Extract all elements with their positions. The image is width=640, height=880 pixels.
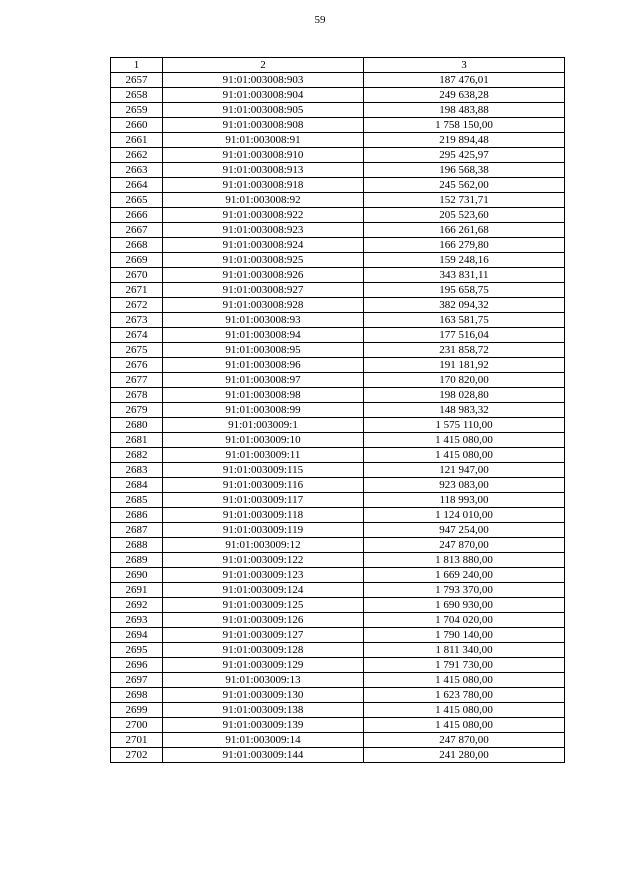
row-number-cell: 2679 — [111, 403, 163, 418]
header-row — [111, 58, 565, 73]
registry-table — [110, 57, 565, 763]
value-cell: 1 758 150,00 — [364, 118, 565, 133]
value-cell: 205 523,60 — [364, 208, 565, 223]
table-row — [111, 658, 565, 673]
row-number-cell: 2663 — [111, 163, 163, 178]
table-row — [111, 358, 565, 373]
row-number-cell: 2676 — [111, 358, 163, 373]
value-cell: 1 790 140,00 — [364, 628, 565, 643]
cadastral-number-cell: 91:01:003008:94 — [163, 328, 364, 343]
value-cell: 1 415 080,00 — [364, 448, 565, 463]
row-number-cell: 2697 — [111, 673, 163, 688]
value-cell: 166 279,80 — [364, 238, 565, 253]
cadastral-number-cell: 91:01:003009:116 — [163, 478, 364, 493]
row-number-cell: 2675 — [111, 343, 163, 358]
table-row — [111, 643, 565, 658]
cadastral-number-cell: 91:01:003008:96 — [163, 358, 364, 373]
table-row — [111, 433, 565, 448]
row-number-cell: 2672 — [111, 298, 163, 313]
value-cell: 947 254,00 — [364, 523, 565, 538]
row-number-cell: 2681 — [111, 433, 163, 448]
table-row — [111, 403, 565, 418]
row-number-cell: 2668 — [111, 238, 163, 253]
row-number-cell: 2680 — [111, 418, 163, 433]
table-row — [111, 388, 565, 403]
value-cell: 198 028,80 — [364, 388, 565, 403]
table-row — [111, 673, 565, 688]
value-cell: 1 124 010,00 — [364, 508, 565, 523]
row-number-cell: 2685 — [111, 493, 163, 508]
cadastral-number-cell: 91:01:003008:903 — [163, 73, 364, 88]
cadastral-number-cell: 91:01:003008:910 — [163, 148, 364, 163]
value-cell: 247 870,00 — [364, 538, 565, 553]
column-header-3: 3 — [364, 58, 565, 73]
value-cell: 1 813 880,00 — [364, 553, 565, 568]
value-cell: 1 575 110,00 — [364, 418, 565, 433]
row-number-cell: 2684 — [111, 478, 163, 493]
table-row — [111, 283, 565, 298]
cadastral-number-cell: 91:01:003008:925 — [163, 253, 364, 268]
cadastral-number-cell: 91:01:003009:138 — [163, 703, 364, 718]
cadastral-number-cell: 91:01:003009:11 — [163, 448, 364, 463]
row-number-cell: 2699 — [111, 703, 163, 718]
table-row — [111, 508, 565, 523]
row-number-cell: 2664 — [111, 178, 163, 193]
cadastral-number-cell: 91:01:003009:144 — [163, 748, 364, 763]
table-row — [111, 418, 565, 433]
value-cell: 195 658,75 — [364, 283, 565, 298]
table-row — [111, 373, 565, 388]
value-cell: 219 894,48 — [364, 133, 565, 148]
value-cell: 152 731,71 — [364, 193, 565, 208]
value-cell: 159 248,16 — [364, 253, 565, 268]
table-row — [111, 493, 565, 508]
value-cell: 1 415 080,00 — [364, 718, 565, 733]
row-number-cell: 2677 — [111, 373, 163, 388]
row-number-cell: 2700 — [111, 718, 163, 733]
value-cell: 245 562,00 — [364, 178, 565, 193]
cadastral-number-cell: 91:01:003008:928 — [163, 298, 364, 313]
table-row — [111, 313, 565, 328]
cadastral-number-cell: 91:01:003009:13 — [163, 673, 364, 688]
table-row — [111, 598, 565, 613]
cadastral-number-cell: 91:01:003009:119 — [163, 523, 364, 538]
row-number-cell: 2673 — [111, 313, 163, 328]
value-cell: 1 623 780,00 — [364, 688, 565, 703]
row-number-cell: 2688 — [111, 538, 163, 553]
row-number-cell: 2671 — [111, 283, 163, 298]
cadastral-number-cell: 91:01:003008:97 — [163, 373, 364, 388]
cadastral-number-cell: 91:01:003008:92 — [163, 193, 364, 208]
table-row — [111, 178, 565, 193]
cadastral-number-cell: 91:01:003009:10 — [163, 433, 364, 448]
row-number-cell: 2667 — [111, 223, 163, 238]
value-cell: 1 669 240,00 — [364, 568, 565, 583]
cadastral-number-cell: 91:01:003008:98 — [163, 388, 364, 403]
value-cell: 196 568,38 — [364, 163, 565, 178]
table-body — [111, 73, 565, 763]
row-number-cell: 2691 — [111, 583, 163, 598]
cadastral-number-cell: 91:01:003009:125 — [163, 598, 364, 613]
table-row — [111, 748, 565, 763]
cadastral-number-cell: 91:01:003008:905 — [163, 103, 364, 118]
row-number-cell: 2694 — [111, 628, 163, 643]
table-row — [111, 463, 565, 478]
cadastral-number-cell: 91:01:003008:922 — [163, 208, 364, 223]
table-row — [111, 328, 565, 343]
table-row — [111, 238, 565, 253]
row-number-cell: 2678 — [111, 388, 163, 403]
table-row — [111, 208, 565, 223]
value-cell: 198 483,88 — [364, 103, 565, 118]
cadastral-number-cell: 91:01:003009:1 — [163, 418, 364, 433]
cadastral-number-cell: 91:01:003009:14 — [163, 733, 364, 748]
column-header-2: 2 — [163, 58, 364, 73]
value-cell: 1 793 370,00 — [364, 583, 565, 598]
cadastral-number-cell: 91:01:003008:924 — [163, 238, 364, 253]
value-cell: 247 870,00 — [364, 733, 565, 748]
cadastral-number-cell: 91:01:003008:908 — [163, 118, 364, 133]
row-number-cell: 2670 — [111, 268, 163, 283]
value-cell: 1 415 080,00 — [364, 703, 565, 718]
table-row — [111, 103, 565, 118]
row-number-cell: 2696 — [111, 658, 163, 673]
value-cell: 177 516,04 — [364, 328, 565, 343]
value-cell: 1 415 080,00 — [364, 673, 565, 688]
cadastral-number-cell: 91:01:003008:904 — [163, 88, 364, 103]
table-row — [111, 733, 565, 748]
cadastral-number-cell: 91:01:003008:923 — [163, 223, 364, 238]
table-row — [111, 628, 565, 643]
row-number-cell: 2692 — [111, 598, 163, 613]
cadastral-number-cell: 91:01:003009:123 — [163, 568, 364, 583]
row-number-cell: 2661 — [111, 133, 163, 148]
cadastral-number-cell: 91:01:003008:93 — [163, 313, 364, 328]
row-number-cell: 2658 — [111, 88, 163, 103]
cadastral-number-cell: 91:01:003008:927 — [163, 283, 364, 298]
table-row — [111, 193, 565, 208]
table-row — [111, 223, 565, 238]
table-row — [111, 478, 565, 493]
table-row — [111, 568, 565, 583]
row-number-cell: 2669 — [111, 253, 163, 268]
row-number-cell: 2693 — [111, 613, 163, 628]
table-row — [111, 703, 565, 718]
value-cell: 170 820,00 — [364, 373, 565, 388]
row-number-cell: 2687 — [111, 523, 163, 538]
cadastral-number-cell: 91:01:003009:129 — [163, 658, 364, 673]
value-cell: 231 858,72 — [364, 343, 565, 358]
row-number-cell: 2666 — [111, 208, 163, 223]
cadastral-number-cell: 91:01:003009:12 — [163, 538, 364, 553]
value-cell: 249 638,28 — [364, 88, 565, 103]
value-cell: 295 425,97 — [364, 148, 565, 163]
cadastral-number-cell: 91:01:003008:913 — [163, 163, 364, 178]
row-number-cell: 2665 — [111, 193, 163, 208]
row-number-cell: 2657 — [111, 73, 163, 88]
table-row — [111, 88, 565, 103]
value-cell: 187 476,01 — [364, 73, 565, 88]
value-cell: 1 791 730,00 — [364, 658, 565, 673]
value-cell: 1 690 930,00 — [364, 598, 565, 613]
table-row — [111, 268, 565, 283]
cadastral-number-cell: 91:01:003009:130 — [163, 688, 364, 703]
value-cell: 191 181,92 — [364, 358, 565, 373]
value-cell: 121 947,00 — [364, 463, 565, 478]
table-row — [111, 523, 565, 538]
value-cell: 1 704 020,00 — [364, 613, 565, 628]
table-row — [111, 538, 565, 553]
row-number-cell: 2686 — [111, 508, 163, 523]
row-number-cell: 2701 — [111, 733, 163, 748]
row-number-cell: 2698 — [111, 688, 163, 703]
table-row — [111, 613, 565, 628]
row-number-cell: 2689 — [111, 553, 163, 568]
row-number-cell: 2690 — [111, 568, 163, 583]
cadastral-number-cell: 91:01:003009:122 — [163, 553, 364, 568]
table-row — [111, 343, 565, 358]
cadastral-number-cell: 91:01:003009:124 — [163, 583, 364, 598]
table-row — [111, 448, 565, 463]
value-cell: 1 811 340,00 — [364, 643, 565, 658]
value-cell: 1 415 080,00 — [364, 433, 565, 448]
cadastral-number-cell: 91:01:003008:926 — [163, 268, 364, 283]
table-row — [111, 583, 565, 598]
row-number-cell: 2682 — [111, 448, 163, 463]
row-number-cell: 2674 — [111, 328, 163, 343]
table-header — [111, 58, 565, 73]
value-cell: 163 581,75 — [364, 313, 565, 328]
table-row — [111, 73, 565, 88]
table-row — [111, 133, 565, 148]
cadastral-number-cell: 91:01:003009:128 — [163, 643, 364, 658]
column-header-1: 1 — [111, 58, 163, 73]
value-cell: 343 831,11 — [364, 268, 565, 283]
cadastral-number-cell: 91:01:003009:117 — [163, 493, 364, 508]
page-number: 59 — [314, 14, 326, 26]
table-row — [111, 163, 565, 178]
cadastral-number-cell: 91:01:003008:918 — [163, 178, 364, 193]
table-row — [111, 148, 565, 163]
table-row — [111, 688, 565, 703]
cadastral-number-cell: 91:01:003009:139 — [163, 718, 364, 733]
row-number-cell: 2683 — [111, 463, 163, 478]
table-row — [111, 253, 565, 268]
value-cell: 118 993,00 — [364, 493, 565, 508]
cadastral-number-cell: 91:01:003008:95 — [163, 343, 364, 358]
value-cell: 923 083,00 — [364, 478, 565, 493]
table-row — [111, 118, 565, 133]
row-number-cell: 2660 — [111, 118, 163, 133]
value-cell: 148 983,32 — [364, 403, 565, 418]
row-number-cell: 2662 — [111, 148, 163, 163]
row-number-cell: 2695 — [111, 643, 163, 658]
cadastral-number-cell: 91:01:003009:127 — [163, 628, 364, 643]
value-cell: 382 094,32 — [364, 298, 565, 313]
table-row — [111, 718, 565, 733]
row-number-cell: 2702 — [111, 748, 163, 763]
value-cell: 166 261,68 — [364, 223, 565, 238]
value-cell: 241 280,00 — [364, 748, 565, 763]
table-row — [111, 298, 565, 313]
row-number-cell: 2659 — [111, 103, 163, 118]
cadastral-number-cell: 91:01:003009:118 — [163, 508, 364, 523]
cadastral-number-cell: 91:01:003008:99 — [163, 403, 364, 418]
cadastral-number-cell: 91:01:003009:126 — [163, 613, 364, 628]
table-row — [111, 553, 565, 568]
cadastral-number-cell: 91:01:003009:115 — [163, 463, 364, 478]
cadastral-number-cell: 91:01:003008:91 — [163, 133, 364, 148]
